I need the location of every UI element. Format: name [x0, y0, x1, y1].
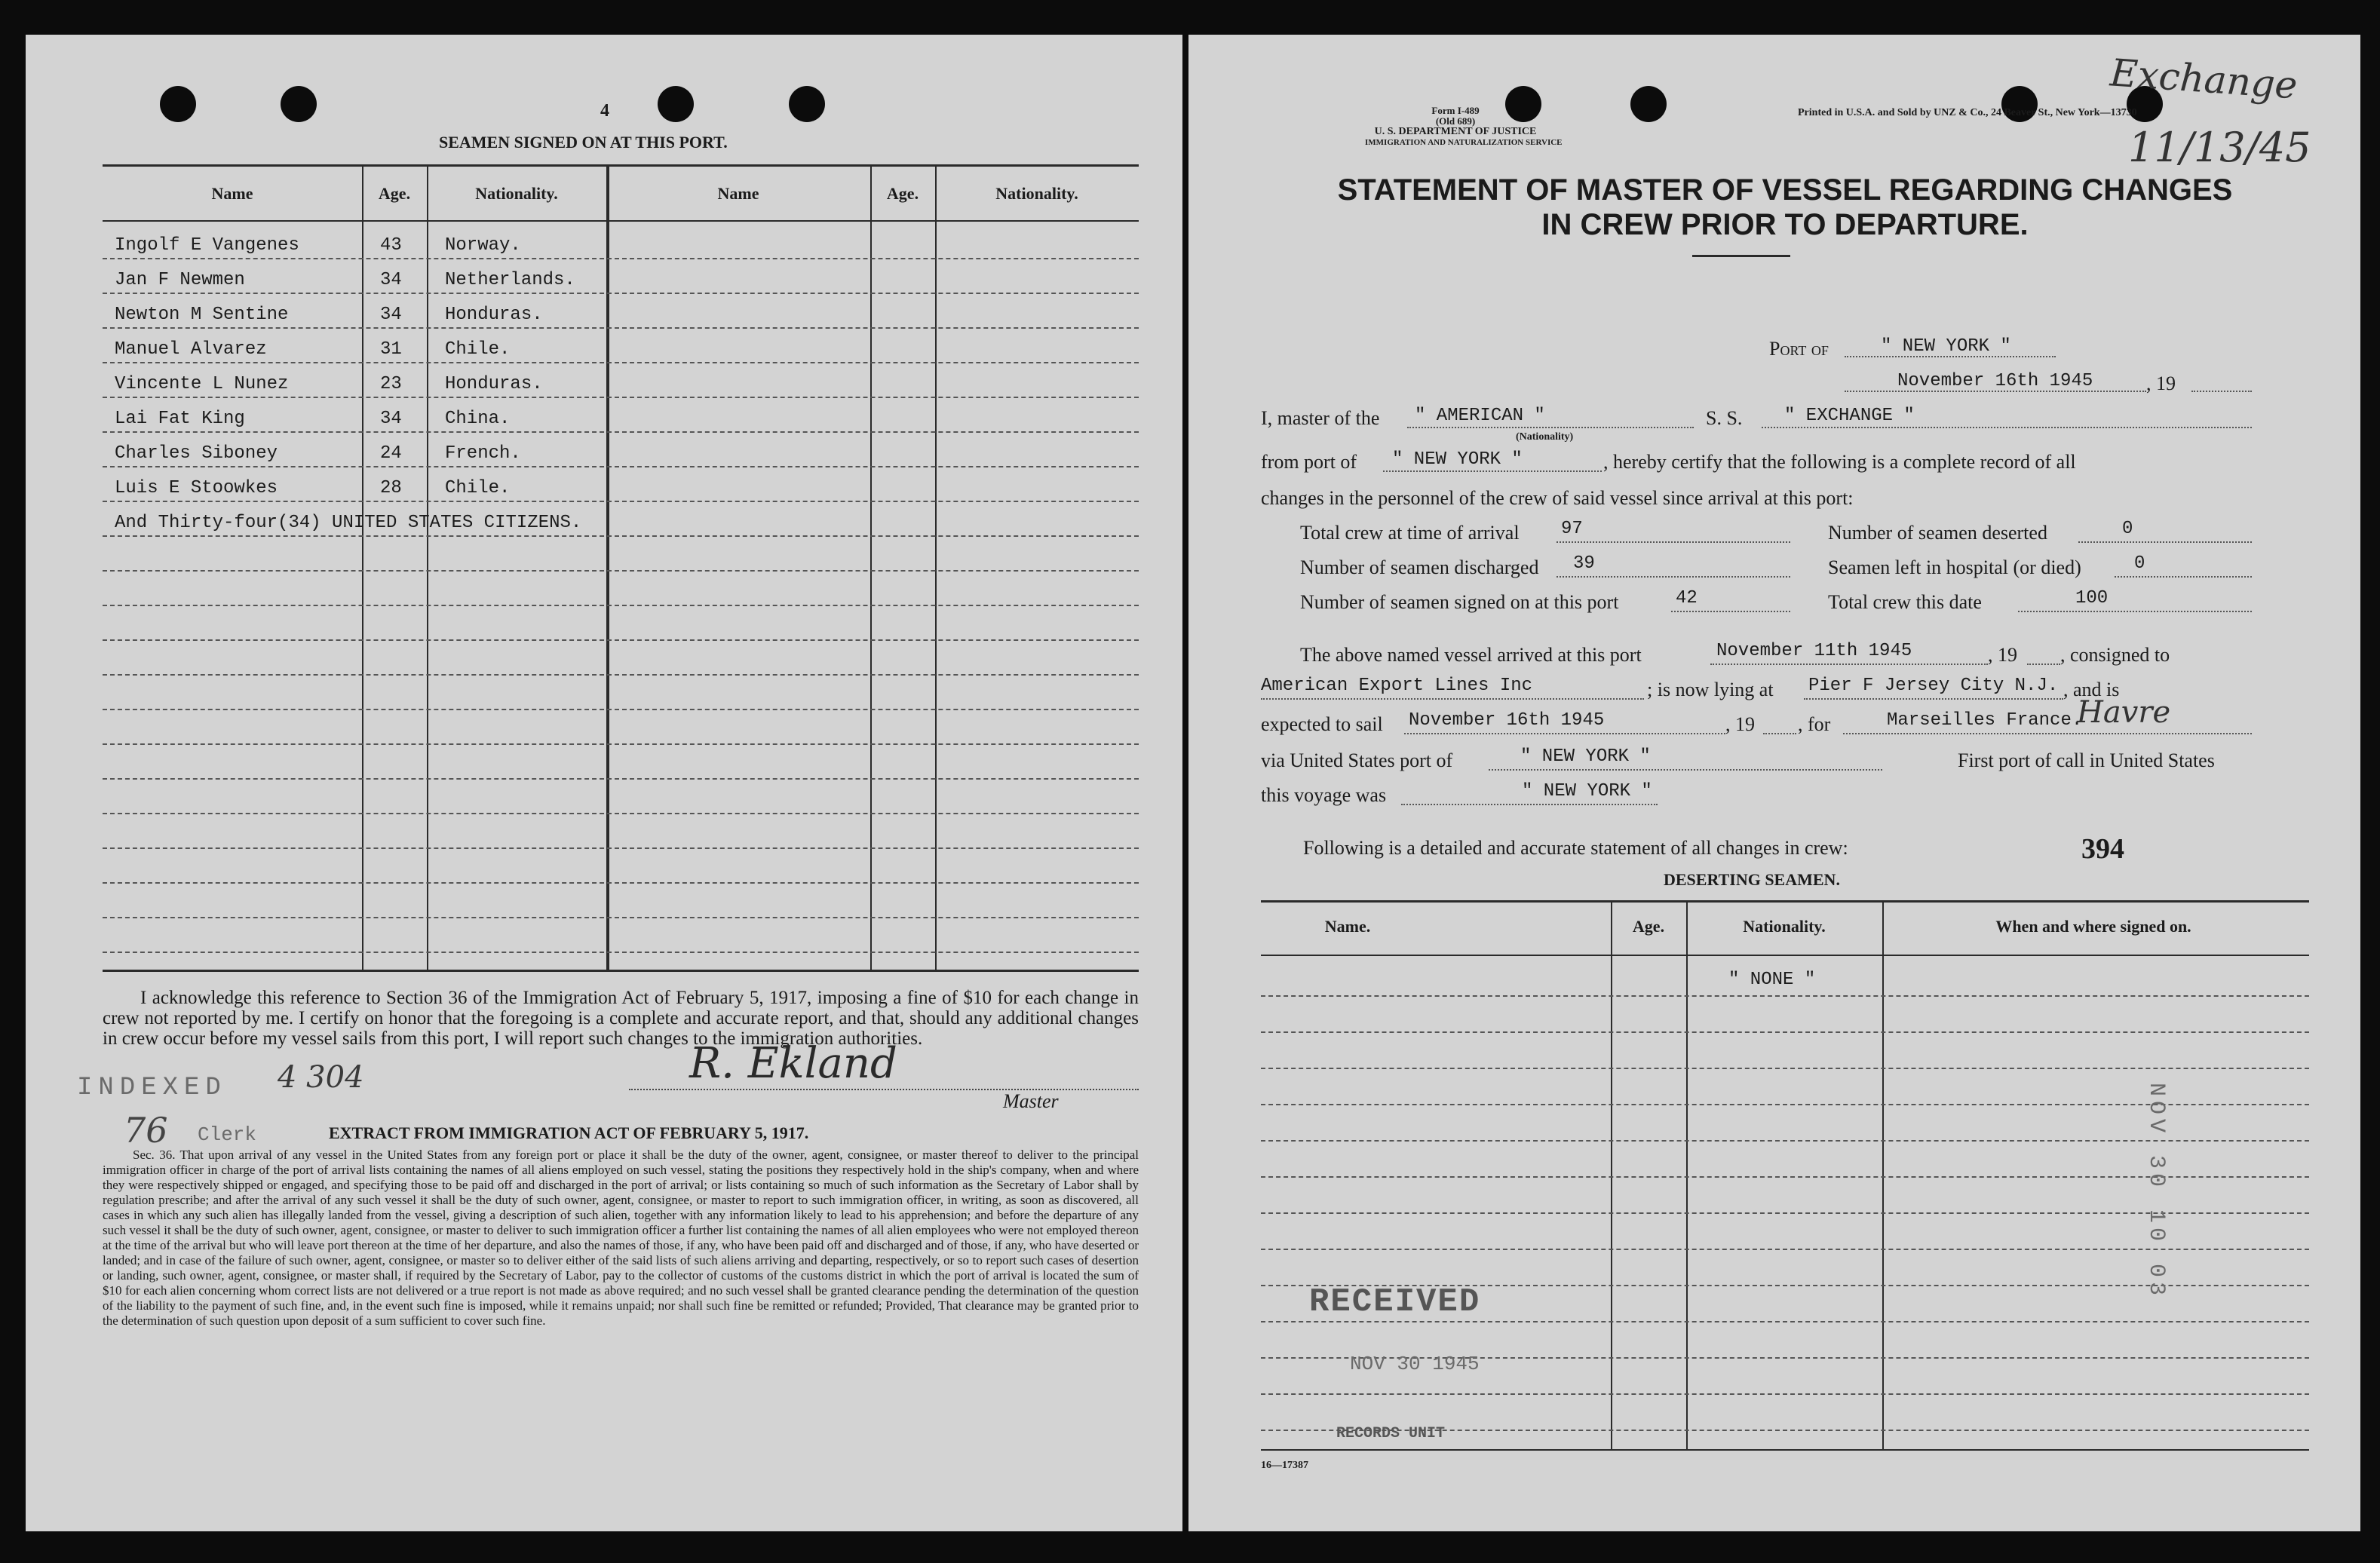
- punch-hole: [281, 86, 317, 122]
- row-rule: [1261, 1393, 2309, 1395]
- row-rule: [103, 431, 1139, 433]
- total-crew-date-value: 100: [2075, 588, 2109, 608]
- row-rule: [103, 639, 1139, 641]
- seaman-nationality: French.: [445, 443, 521, 464]
- seaman-nationality: Honduras.: [445, 374, 543, 394]
- for-line: [1843, 733, 2252, 734]
- page-number: 4: [600, 101, 609, 121]
- punch-hole: [1630, 86, 1667, 122]
- row-rule: [1261, 995, 2309, 997]
- form-header: [1365, 105, 1563, 148]
- handwritten-date: 11/13/45: [2128, 124, 2311, 171]
- year-line: [2027, 664, 2060, 665]
- discharged-label: Number of seamen discharged: [1300, 556, 1539, 578]
- date-suffix: , 19: [2146, 372, 2176, 394]
- count-line: [1557, 541, 1790, 543]
- received-date-stamp: NOV 30 1945: [1350, 1353, 1480, 1375]
- row-rule: [103, 709, 1139, 710]
- row-rule: [103, 293, 1139, 294]
- voyage-value: " NEW YORK ": [1522, 781, 1652, 801]
- left-page: [26, 35, 1182, 1531]
- title-rule: [1692, 255, 1790, 257]
- signed-on-value: 42: [1676, 588, 1698, 608]
- count-line: [1671, 611, 1790, 612]
- deserting-none: " NONE ": [1728, 970, 1816, 990]
- summary-row: And Thirty-four(34) UNITED STATES CITIZENS.: [115, 513, 582, 533]
- column-divider: [1686, 900, 1688, 1449]
- hospital-value: 0: [2134, 553, 2145, 574]
- acknowledgement-text: I acknowledge this reference to Section 36 of the Immigration Act of February 5, 1917, imposing a fine of $10 for each change in crew not reported by me. I certify on honor that the foregoing is a complete and accurate report, and that, should any additional changes in crew occur before my vessel sails from this port, I will report such changes to the immigration authorities.: [103, 988, 1139, 1049]
- row-rule: [103, 362, 1139, 363]
- ss-label: S. S.: [1706, 407, 1743, 429]
- ship-line: [1762, 427, 2252, 428]
- seaman-name: Manuel Alvarez: [115, 339, 267, 360]
- signed-on-label: Number of seamen signed on at this port: [1300, 591, 1619, 613]
- master-label: Master: [1003, 1090, 1059, 1112]
- deserted-label: Number of seamen deserted: [1828, 522, 2047, 544]
- row-rule: [103, 952, 1139, 953]
- first-port-label: First port of call in United States: [1958, 749, 2215, 771]
- expected-label: expected to sail: [1261, 713, 1383, 735]
- seaman-age: 34: [380, 270, 402, 290]
- clerk-initials: 76: [124, 1110, 168, 1151]
- seaman-name: Luis E Stoowkes: [115, 478, 278, 498]
- seaman-name: Vincente L Nunez: [115, 374, 289, 394]
- signature-line: [629, 1089, 1139, 1090]
- consignee-line: [1261, 698, 1644, 700]
- ship-value: " EXCHANGE ": [1784, 406, 1915, 426]
- seaman-age: 31: [380, 339, 402, 360]
- via-label: via United States port of: [1261, 749, 1453, 771]
- row-rule: [1261, 1031, 2309, 1033]
- table-bottom-rule: [103, 970, 1139, 972]
- form-number: Form I-489: [1431, 105, 1480, 116]
- form-old-number: (Old 689): [1435, 115, 1476, 127]
- header-age: Age.: [378, 184, 411, 203]
- row-rule: [103, 847, 1139, 849]
- consignee-value: American Export Lines Inc: [1261, 676, 1533, 696]
- header-signed-on: When and where signed on.: [1995, 917, 2191, 936]
- expected-suffix: , 19: [1725, 713, 1755, 735]
- row-rule: [103, 743, 1139, 745]
- table-top-rule: [103, 164, 1139, 167]
- row-rule: [103, 917, 1139, 918]
- side-date-stamp: NOV 30 10 03: [2143, 1083, 2169, 1301]
- voyage-line: [1401, 804, 1658, 805]
- department: U. S. DEPARTMENT OF JUSTICE: [1374, 126, 1537, 137]
- header-name: Name: [717, 184, 759, 203]
- nationality-caption: (Nationality): [1516, 431, 1574, 443]
- row-rule: [103, 501, 1139, 502]
- received-stamp: RECEIVED: [1309, 1283, 1481, 1321]
- seaman-name: Ingolf E Vangenes: [115, 235, 299, 256]
- deserting-table-top: [1261, 900, 2309, 903]
- handwritten-ship-name: Exchange: [2109, 51, 2299, 108]
- row-rule: [103, 327, 1139, 329]
- clerk-label: Clerk: [198, 1123, 257, 1146]
- seaman-age: 24: [380, 443, 402, 464]
- from-port-label: from port of: [1261, 451, 1357, 473]
- count-line: [2115, 576, 2252, 578]
- consigned-suffix: , 19: [1988, 644, 2017, 666]
- extract-text: Sec. 36. That upon arrival of any vessel in the United States from any foreign port or place it shall be the duty of the owner, agent, consignee, or master thereof to deliver to the principal immigration officer in charge of the port of arrival lists containing the names of all aliens employed on such vessel, stating the positions they respectively hold in the ship's company, when and where they were respectively shipped or engaged, and specifying those to be paid off and discharged in the port of arrival; or lists containing so much of such information as the Secretary of Labor shall by regulation prescribe; and after the arrival of any such vessel it shall be the duty of such owner, agent, consignee, or master to report to such immigration officer, in writing, as soon as discovered, all cases in which any such alien has illegally landed from the vessel, giving a description of such alien, together with any information likely to lead to his apprehension; and before the departure of any such vessel it shall be the duty of such owner, agent, consignee, or master to deliver to such immigration officer a further list containing the names of all alien employees who were not employed thereon at the time of the arrival but who will leave port thereon at the time of her departure, and also the names of those, if any, who have been paid off and discharged and of those, if any, who have deserted or landed; and in case of the failure of such owner, agent, consignee, or master so to deliver either of the said lists of such aliens arriving and departing, respectively, or so to report such cases of desertion or landing, such owner, agent, consignee, or master shall, if required by the Secretary of Labor, pay to the collector of customs of the customs district in which the port of arrival is located the sum of $10 for each alien concerning whom correct lists are not delivered or a true report is not made as above required; and no such vessel shall be granted clearance pending the determination of the question of the liability to the payment of such fine, and, in the event such fine is imposed, while it remains unpaid; nor shall such fine be remitted or refunded; Provided, That clearance may be granted prior to the determination of such question upon deposit of a sum sufficient to cover such fine.: [103, 1148, 1139, 1328]
- deserted-value: 0: [2122, 519, 2133, 539]
- deserting-table-bottom: [1261, 1449, 2309, 1451]
- lying-label: ; is now lying at: [1647, 679, 1774, 700]
- row-rule: [103, 258, 1139, 259]
- punch-hole: [658, 86, 694, 122]
- expected-value: November 16th 1945: [1409, 710, 1605, 731]
- hospital-label: Seamen left in hospital (or died): [1828, 556, 2081, 578]
- seaman-nationality: Chile.: [445, 339, 511, 360]
- header-name: Name.: [1324, 917, 1371, 936]
- arrived-value: November 11th 1945: [1716, 641, 1912, 661]
- nationality-line: [1407, 427, 1694, 428]
- seaman-name: Jan F Newmen: [115, 270, 245, 290]
- header-age: Age.: [1632, 917, 1665, 936]
- arrived-line: [1710, 664, 1988, 665]
- count-line: [2018, 611, 2252, 612]
- right-page: [1188, 35, 2360, 1531]
- row-rule: [103, 605, 1139, 606]
- row-rule: [103, 570, 1139, 572]
- seaman-nationality: Chile.: [445, 478, 511, 498]
- total-crew-date-label: Total crew this date: [1828, 591, 1982, 613]
- column-divider: [1611, 900, 1612, 1449]
- row-rule: [103, 674, 1139, 676]
- seaman-age: 34: [380, 409, 402, 429]
- seaman-nationality: Netherlands.: [445, 270, 575, 290]
- header-age: Age.: [886, 184, 919, 203]
- total-crew-arrival-label: Total crew at time of arrival: [1300, 522, 1520, 544]
- discharged-value: 39: [1573, 553, 1595, 574]
- from-port-value: " NEW YORK ": [1392, 449, 1523, 470]
- punch-hole: [160, 86, 196, 122]
- port-label: Port of: [1769, 338, 1829, 360]
- total-crew-arrival-value: 97: [1561, 519, 1583, 539]
- table-header-rule: [103, 220, 1139, 222]
- year-line: [2191, 391, 2252, 392]
- consigned-label: , consigned to: [2060, 644, 2170, 666]
- deserting-title: DESERTING SEAMEN.: [1664, 870, 1840, 889]
- page-stamp-number: 394: [2081, 833, 2124, 865]
- for-value: Marseilles France.: [1887, 710, 2083, 731]
- indexed-handwritten-marks: 4 304: [278, 1060, 364, 1095]
- seaman-age: 34: [380, 305, 402, 325]
- row-rule: [1261, 1068, 2309, 1069]
- seaman-age: 23: [380, 374, 402, 394]
- arrived-label: The above named vessel arrived at this port: [1300, 644, 1642, 666]
- certify-text: , hereby certify that the following is a complete record of all: [1603, 451, 2076, 473]
- seaman-age: 43: [380, 235, 402, 256]
- year-line: [1763, 733, 1796, 734]
- service: IMMIGRATION AND NATURALIZATION SERVICE: [1365, 138, 1563, 147]
- port-value: " NEW YORK ": [1881, 336, 2011, 357]
- expected-line: [1404, 733, 1725, 734]
- seaman-nationality: Honduras.: [445, 305, 543, 325]
- and-is: , and is: [2063, 679, 2120, 700]
- deserting-header-rule: [1261, 955, 2309, 956]
- section-title: SEAMEN SIGNED ON AT THIS PORT.: [439, 133, 728, 152]
- via-line: [1489, 769, 1882, 771]
- records-unit-stamp: RECORDS UNIT: [1336, 1425, 1446, 1442]
- row-rule: [103, 397, 1139, 398]
- count-line: [2078, 541, 2252, 543]
- header-nationality: Nationality.: [995, 184, 1078, 203]
- form-title-line1: STATEMENT OF MASTER OF VESSEL REGARDING CHANGES: [1337, 173, 2233, 207]
- nationality-value: " AMERICAN ": [1415, 406, 1545, 426]
- date-value: November 16th 1945: [1897, 371, 2093, 391]
- for-label: , for: [1798, 713, 1831, 735]
- lying-value: Pier F Jersey City N.J.: [1808, 676, 2059, 696]
- seaman-name: Charles Siboney: [115, 443, 278, 464]
- seaman-nationality: Norway.: [445, 235, 521, 256]
- via-value: " NEW YORK ": [1520, 746, 1651, 767]
- header-name: Name: [211, 184, 253, 203]
- master-signature: R. Ekland: [689, 1039, 897, 1088]
- count-line: [1557, 576, 1790, 578]
- extract-title: EXTRACT FROM IMMIGRATION ACT OF FEBRUARY 5, 1917.: [329, 1123, 809, 1142]
- printer-line: Printed in U.S.A. and Sold by UNZ & Co., 24 Beaver St., New York—13730: [1798, 107, 2137, 118]
- row-rule: [1261, 1321, 2309, 1322]
- changes-text: changes in the personnel of the crew of said vessel since arrival at this port:: [1261, 487, 1854, 509]
- lying-line: [1804, 698, 2063, 700]
- footer-code: 16—17387: [1261, 1460, 1308, 1471]
- row-rule: [103, 466, 1139, 467]
- row-rule: [103, 882, 1139, 884]
- master-of-label: I, master of the: [1261, 407, 1380, 429]
- form-title-line2: IN CREW PRIOR TO DEPARTURE.: [1541, 208, 2029, 241]
- following-text: Following is a detailed and accurate statement of all changes in crew:: [1303, 837, 1848, 859]
- voyage-label: this voyage was: [1261, 784, 1387, 806]
- punch-hole: [789, 86, 825, 122]
- indexed-stamp: INDEXED: [77, 1074, 227, 1102]
- row-rule: [103, 778, 1139, 780]
- header-nationality: Nationality.: [1743, 917, 1826, 936]
- seaman-name: Newton M Sentine: [115, 305, 289, 325]
- seaman-name: Lai Fat King: [115, 409, 245, 429]
- seaman-age: 28: [380, 478, 402, 498]
- row-rule: [103, 535, 1139, 537]
- column-divider: [1882, 900, 1884, 1449]
- header-nationality: Nationality.: [475, 184, 558, 203]
- for-handwritten: Havre: [2077, 695, 2171, 730]
- from-port-line: [1383, 470, 1602, 472]
- seaman-nationality: China.: [445, 409, 511, 429]
- row-rule: [103, 813, 1139, 814]
